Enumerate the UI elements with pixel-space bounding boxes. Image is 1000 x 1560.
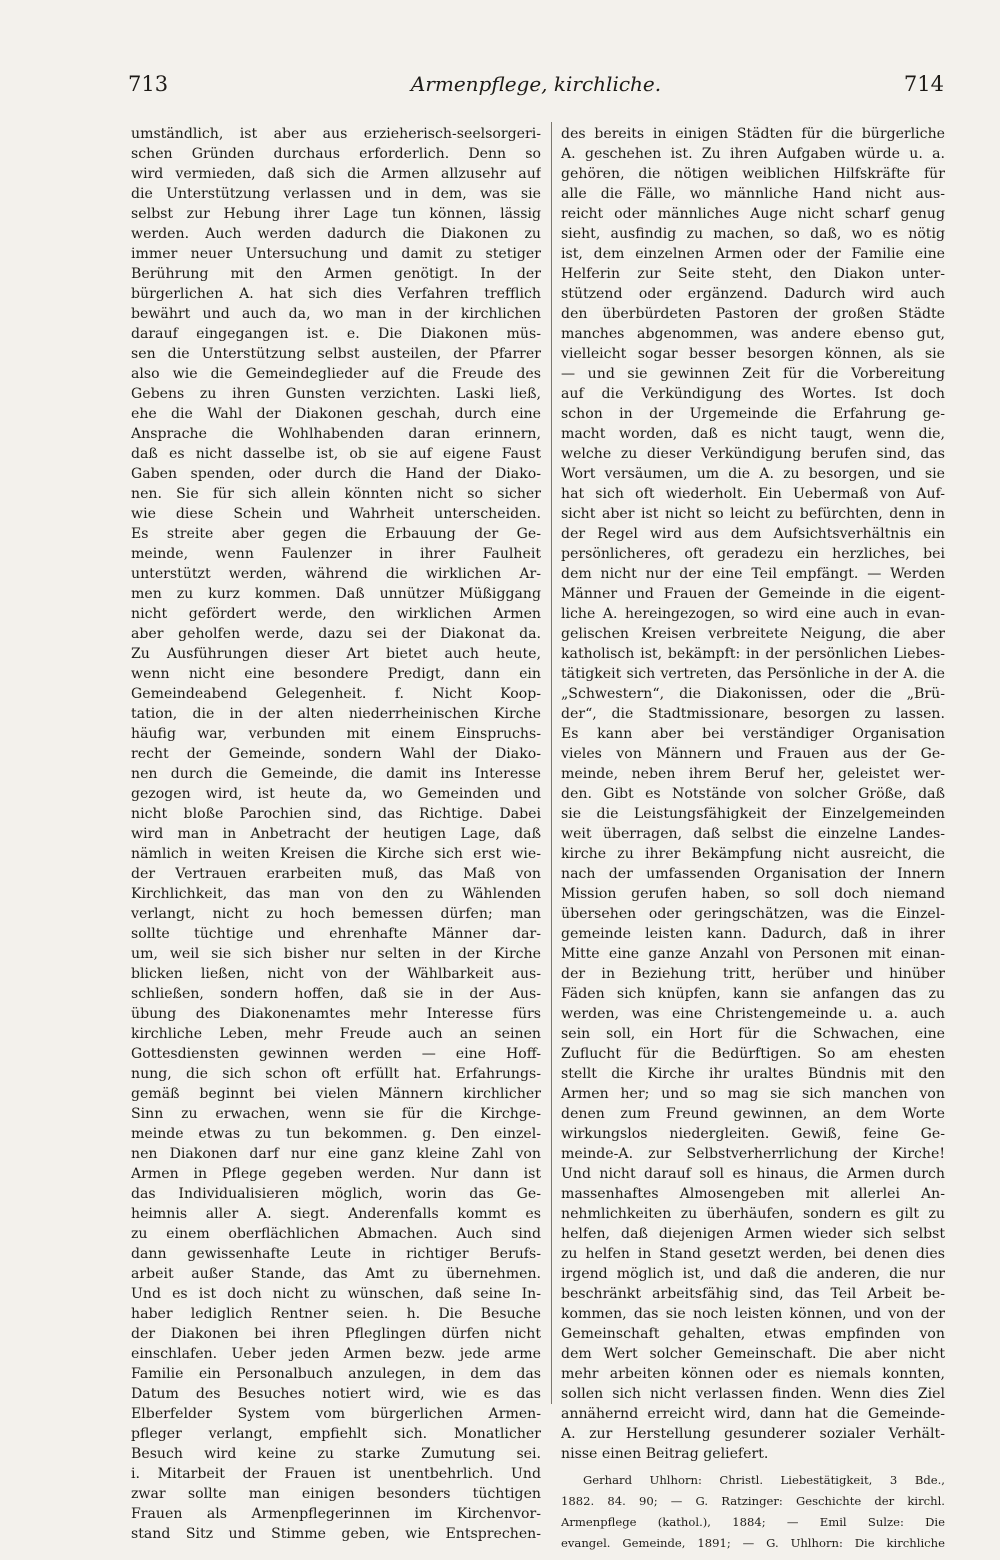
text-line: Gemeindeabend Gelegenheit. f. Nicht Koop- — [131, 686, 541, 702]
text-line: A. zur Herstellung gesunderer sozialer Verhält- — [561, 1426, 945, 1442]
text-line: Datum des Besuches notiert wird, wie es das — [131, 1386, 541, 1402]
text-line: ist, dem einzelnen Armen oder der Familie eine — [561, 246, 945, 262]
text-line: sollen sich nicht verlassen finden. Wenn dies Ziel — [561, 1386, 945, 1402]
text-line: des bereits in einigen Städten für die bürgerliche — [561, 126, 945, 142]
text-line: gelischen Kreisen verbreitete Neigung, die aber — [561, 626, 945, 642]
text-line: arbeit außer Stande, das Amt zu übernehmen. — [131, 1266, 541, 1282]
text-line: nicht gefördert werde, den wirklichen Armen — [131, 606, 541, 622]
reference-line: Gerhard Uhlhorn: Christl. Liebestätigkeit, 3 Bde., — [583, 1473, 945, 1487]
text-line: der Regel wird aus dem Aufsichtsverhältnis ein — [561, 526, 945, 542]
text-line: wie diese Schein und Wahrheit unterscheiden. — [131, 506, 541, 522]
text-line: unterstützt werden, während die wirklichen Ar- — [131, 566, 541, 582]
text-line: helfen, daß diejenigen Armen wieder sich selbst — [561, 1226, 945, 1242]
text-line: wird vermieden, daß sich die Armen allzusehr auf — [131, 166, 541, 182]
text-line: beschränkt arbeitsfähig sind, das Teil Arbeit be- — [561, 1286, 945, 1302]
text-line: tation, die in der alten niederrheinischen Kirche — [131, 706, 541, 722]
text-line: meinde etwas zu tun bekommen. g. Den einzel- — [131, 1126, 541, 1142]
page-header — [128, 72, 944, 106]
text-line: Kirchlichkeit, das man von den zu Wählenden — [131, 886, 541, 902]
text-line: werden, was eine Christengemeinde u. a. auch — [561, 1006, 945, 1022]
text-line: persönlicheres, oft geradezu ein herzliches, bei — [561, 546, 945, 562]
text-line: massenhaftes Almosengeben mit allerlei An- — [561, 1186, 945, 1202]
text-line: aber geholfen werde, dazu sei der Diakonat da. — [131, 626, 541, 642]
text-line: Und nicht darauf soll es hinaus, die Armen durch — [561, 1166, 945, 1182]
text-line: um, weil sie sich bisher nur selten in der Kirche — [131, 946, 541, 962]
text-line: stellt die Kirche ihr uraltes Bündnis mit den — [561, 1066, 945, 1082]
text-line: Zuflucht für die Bedürftigen. So am ehesten — [561, 1046, 945, 1062]
text-line: tätigkeit sich vertreten, das Persönliche in der A. die — [561, 666, 945, 682]
text-line: dann gewissenhafte Leute in richtiger Berufs- — [131, 1246, 541, 1262]
text-line: nicht bloße Parochien sind, das Richtige. Dabei — [131, 806, 541, 822]
text-line: der Diakonen bei ihren Pfleglingen dürfen nicht — [131, 1326, 541, 1342]
text-line: sicht aber ist nicht so leicht zu befürchten, denn in — [561, 506, 945, 522]
text-line: sie die Leistungsfähigkeit der Einzelgemeinden — [561, 806, 945, 822]
text-line: alle die Fälle, wo männliche Hand nicht aus- — [561, 186, 945, 202]
text-line: stand Sitz und Stimme geben, wie Entsprechen- — [131, 1526, 541, 1542]
text-line: Gebens zu ihren Gunsten verzichten. Laski ließ, — [131, 386, 541, 402]
text-line: heimnis aller A. siegt. Anderenfalls kommt es — [131, 1206, 541, 1222]
text-line: der Vertrauen erarbeiten muß, das Maß von — [131, 866, 541, 882]
text-line: zwar sollte man einigen besonders tüchtigen — [131, 1486, 541, 1502]
text-line: bürgerlichen A. hat sich dies Verfahren trefflich — [131, 286, 541, 302]
text-line: übersehen oder geringschätzen, was die Einzel- — [561, 906, 945, 922]
running-title: Armenpflege, kirchliche. — [410, 72, 662, 96]
text-line: liche A. hereingezogen, so wird eine auch in evan- — [561, 606, 945, 622]
text-line: reicht oder männliches Auge nicht scharf genug — [561, 206, 945, 222]
text-line: Armen her; und so mag sie sich manchen von — [561, 1086, 945, 1102]
page-number-right: 714 — [903, 72, 944, 96]
text-line: men zu kurz kommen. Daß unnützer Müßiggang — [131, 586, 541, 602]
text-line: umständlich, ist aber aus erzieherisch-seelsorgeri- — [131, 126, 541, 142]
references — [561, 1470, 945, 1554]
text-line: recht der Gemeinde, sondern Wahl der Diako- — [131, 746, 541, 762]
text-line: mehr arbeiten können oder es niemals konnten, — [561, 1366, 945, 1382]
text-line: Es kann aber bei verständiger Organisation — [561, 726, 945, 742]
text-line: Wort versäumen, um die A. zu besorgen, und sie — [561, 466, 945, 482]
text-line: gemäß beginnt bei vielen Männern kirchlicher — [131, 1086, 541, 1102]
text-line: kirche zu ihrer Bekämpfung nicht ausreicht, die — [561, 846, 945, 862]
text-line: Frauen als Armenpflegerinnen im Kirchenvor- — [131, 1506, 541, 1522]
text-line: den. Gibt es Notstände von solcher Größe, daß — [561, 786, 945, 802]
text-line: Männer und Frauen der Gemeinde in die eigent- — [561, 586, 945, 602]
text-line: haber lediglich Rentner seien. h. Die Besuche — [131, 1306, 541, 1322]
page-number-left: 713 — [128, 72, 169, 96]
text-line: Mission gerufen haben, so soll doch niemand — [561, 886, 945, 902]
text-line: katholisch ist, bekämpft: in der persönlichen Liebes- — [561, 646, 945, 662]
text-line: daß es nicht dasselbe ist, ob sie auf eigene Faust — [131, 446, 541, 462]
column-divider — [551, 122, 552, 1404]
text-line: nisse einen Beitrag geliefert. — [561, 1446, 769, 1462]
text-line: ehe die Wahl der Diakonen geschah, durch eine — [131, 406, 541, 422]
text-line: nen. Sie für sich allein könnten nicht so sicher — [131, 486, 541, 502]
text-line: Mitte eine ganze Anzahl von Personen mit einan- — [561, 946, 945, 962]
text-line: Berührung mit den Armen genötigt. In der — [131, 266, 541, 282]
text-line: Und es ist doch nicht zu wünschen, daß seine In- — [131, 1286, 541, 1302]
text-line: Gaben spenden, oder durch die Hand der Diako- — [131, 466, 541, 482]
text-line: Gemeinschaft gehalten, etwas empfinden von — [561, 1326, 945, 1342]
text-line: Familie ein Personalbuch anzulegen, in dem das — [131, 1366, 541, 1382]
text-line: meinde, wenn Faulenzer in ihrer Faulheit — [131, 546, 541, 562]
text-line: — und sie gewinnen Zeit für die Vorbereitung — [561, 366, 945, 382]
text-line: sollte tüchtige und ehrenhafte Männer dar- — [131, 926, 541, 942]
text-line: wird man in Anbetracht der heutigen Lage, daß — [131, 826, 541, 842]
text-line: welche zu dieser Verkündigung berufen sind, das — [561, 446, 945, 462]
text-line: nung, die sich schon oft erfüllt hat. Erfahrungs- — [131, 1066, 541, 1082]
text-line: vielleicht sogar besser besorgen können, als sie — [561, 346, 945, 362]
text-line: meinde-A. zur Selbstverherrlichung der Kirche! — [561, 1146, 945, 1162]
text-line: zu helfen in Stand gesetzt werden, bei denen dies — [561, 1246, 945, 1262]
text-line: nach der umfassenden Organisation der Innern — [561, 866, 945, 882]
text-line: denen zum Freund gewinnen, an dem Worte — [561, 1106, 945, 1122]
text-line: auf die Verkündigung des Wortes. Ist doch — [561, 386, 945, 402]
text-line: einschlafen. Ueber jeden Armen bezw. jede arme — [131, 1346, 541, 1362]
text-line: nehmlichkeiten zu überhäufen, sondern es gilt zu — [561, 1206, 945, 1222]
text-line: A. geschehen ist. Zu ihren Aufgaben würde u. a. — [561, 146, 945, 162]
text-line: Ansprache die Wohlhabenden daran erinnern, — [131, 426, 541, 442]
text-line: dem nicht nur der eine Teil empfängt. — Werden — [561, 566, 945, 582]
text-line: immer neuer Untersuchung und damit zu stetiger — [131, 246, 541, 262]
text-line: stützend oder ergänzend. Dadurch wird auch — [561, 286, 945, 302]
text-line: Gottesdiensten gewinnen werden — eine Hoff- — [131, 1046, 541, 1062]
text-line: schen Gründen durchaus erforderlich. Denn so — [131, 146, 541, 162]
text-line: der in Beziehung tritt, herüber und hinüber — [561, 966, 945, 982]
text-line: häufig war, verbunden mit einem Einspruchs- — [131, 726, 541, 742]
text-line: „Schwestern“, die Diakonissen, oder die „Brü- — [561, 686, 945, 702]
text-line: sen die Unterstützung selbst austeilen, der Pfarrer — [131, 346, 541, 362]
text-line: meinde, neben ihrem Beruf her, geleistet wer- — [561, 766, 945, 782]
text-line: das Individualisieren möglich, worin das Ge- — [131, 1186, 541, 1202]
text-line: Fäden sich knüpfen, kann sie anfangen das zu — [561, 986, 945, 1002]
right-column-text — [561, 124, 945, 1464]
text-line: blicken ließen, nicht von der Wählbarkeit aus- — [131, 966, 541, 982]
text-line: Zu Ausführungen dieser Art bietet auch heute, — [131, 646, 541, 662]
text-line: nen Diakonen darf nur eine ganz kleine Zahl von — [131, 1146, 541, 1162]
text-line: Elberfelder System vom bürgerlichen Armen- — [131, 1406, 541, 1422]
text-line: übung des Diakonenamtes mehr Interesse fürs — [131, 1006, 541, 1022]
text-line: der“, die Stadtmissionare, besorgen zu lassen. — [561, 706, 945, 722]
left-column — [131, 124, 541, 1544]
text-line: die Unterstützung verlassen und in dem, was sie — [131, 186, 541, 202]
text-line: bewährt und auch da, wo man in der kirchlichen — [131, 306, 541, 322]
text-line: zu einem oberflächlichen Abmachen. Auch sind — [131, 1226, 541, 1242]
text-line: nen durch die Gemeinde, die damit ins Interesse — [131, 766, 541, 782]
text-line: wirkungslos niedergleiten. Gewiß, feine Ge- — [561, 1126, 945, 1142]
text-line: selbst zur Hebung ihrer Lage tun können, lässig — [131, 206, 541, 222]
text-line: schließen, sondern hoffen, daß sie in der Aus- — [131, 986, 541, 1002]
text-line: i. Mitarbeit der Frauen ist unentbehrlich. Und — [131, 1466, 541, 1482]
text-line: verlangt, nicht zu hoch bemessen dürfen; man — [131, 906, 541, 922]
text-line: schon in der Urgemeinde die Erfahrung ge- — [561, 406, 945, 422]
text-line: gehören, die nötigen weiblichen Hilfskräfte für — [561, 166, 945, 182]
text-line: also wie die Gemeindeglieder auf die Freude des — [131, 366, 541, 382]
text-line: Armen in Pflege gegeben werden. Nur dann ist — [131, 1166, 541, 1182]
text-line: Es streite aber gegen die Erbauung der Ge- — [131, 526, 541, 542]
text-line: manches abgenommen, was andere ebenso gut, — [561, 326, 945, 342]
text-line: dem Wert solcher Gemeinschaft. Die aber nicht — [561, 1346, 945, 1362]
text-line: Besuch wird keine zu starke Zumutung sei. — [131, 1446, 541, 1462]
text-line: nämlich in weiten Kreisen die Kirche sich erst wie- — [131, 846, 541, 862]
text-line: kommen, das sie noch leisten können, und von der — [561, 1306, 945, 1322]
text-line: Sinn zu erwachen, wenn sie für die Kirchge- — [131, 1106, 541, 1122]
text-line: hat sich oft wiederholt. Ein Uebermaß von Auf- — [561, 486, 945, 502]
text-line: weit überragen, daß selbst die einzelne Landes- — [561, 826, 945, 842]
text-line: sieht, ausfindig zu machen, so daß, wo es nötig — [561, 226, 945, 242]
text-line: werden. Auch werden dadurch die Diakonen zu — [131, 226, 541, 242]
text-line: sein soll, ein Hort für die Schwachen, eine — [561, 1026, 945, 1042]
text-line: irgend möglich ist, und daß die anderen, die nur — [561, 1266, 945, 1282]
text-line: darauf eingegangen ist. e. Die Diakonen müs- — [131, 326, 541, 342]
reference-line: Armenpflege (kathol.), 1884; — Emil Sulze: Die — [561, 1515, 945, 1529]
text-line: kirchliche Leben, mehr Freude auch an seinen — [131, 1026, 541, 1042]
text-line: gemeinde leisten kann. Dadurch, daß in ihrer — [561, 926, 945, 942]
reference-line: evangel. Gemeinde, 1891; — G. Uhlhorn: Die kirchliche — [561, 1536, 945, 1550]
text-line: wenn nicht eine besondere Predigt, dann ein — [131, 666, 541, 682]
text-line: den überbürdeten Pastoren der großen Städte — [561, 306, 945, 322]
text-line: annähernd erreicht wird, dann hat die Gemeinde- — [561, 1406, 945, 1422]
text-line: pfleger verlangt, empfiehlt sich. Monatlicher — [131, 1426, 541, 1442]
text-line: vieles von Männern und Frauen aus der Ge- — [561, 746, 945, 762]
text-line: gezogen wird, ist heute da, wo Gemeinden und — [131, 786, 541, 802]
text-line: macht worden, daß es nicht taugt, wenn die, — [561, 426, 945, 442]
reference-line: 1882. 84. 90; — G. Ratzinger: Geschichte der kirchl. — [561, 1494, 945, 1508]
text-line: Helferin zur Seite steht, den Diakon unter- — [561, 266, 945, 282]
right-column — [561, 124, 945, 1554]
